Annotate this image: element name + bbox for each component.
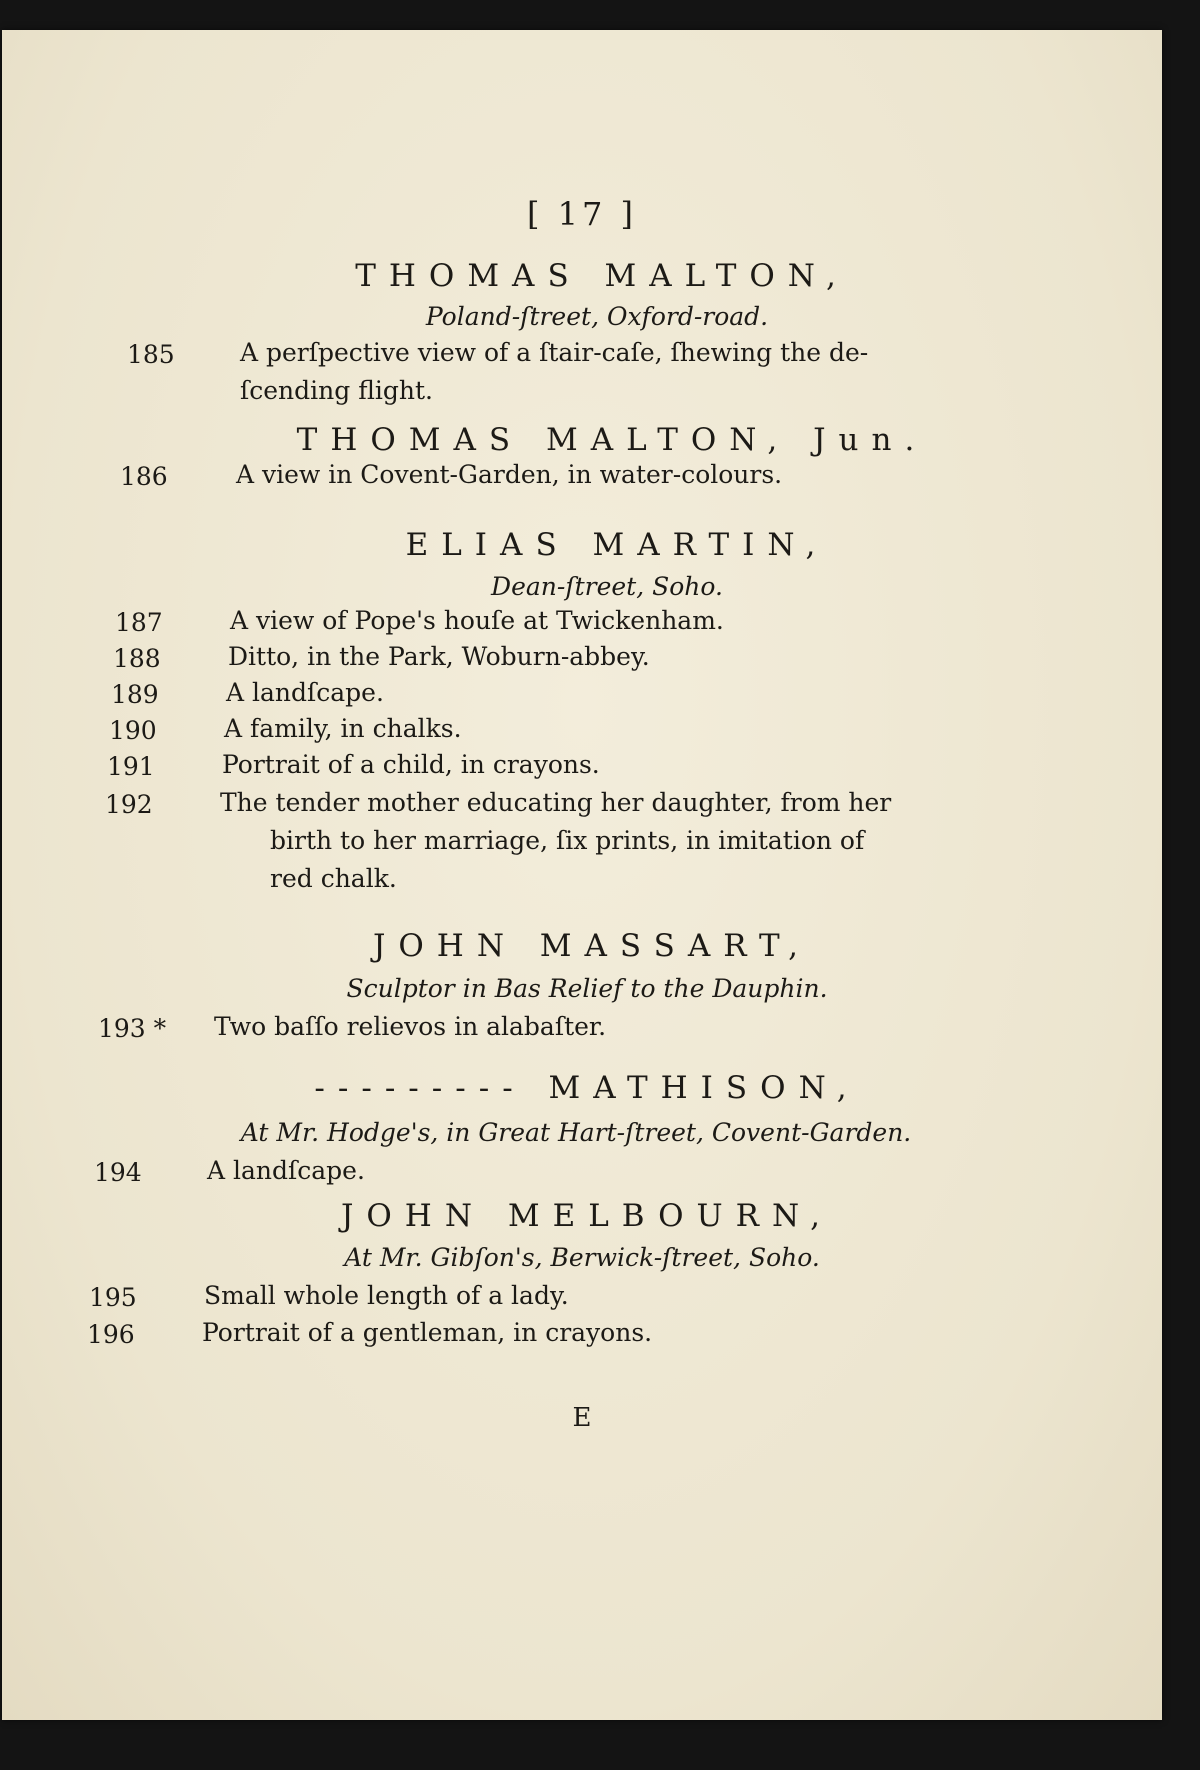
entry-line: Ditto, in the Park, Woburn-abbey. <box>228 642 650 671</box>
entry-line: Portrait of a gentleman, in crayons. <box>202 1318 653 1347</box>
book-page <box>2 30 1162 1720</box>
artist-address: Sculptor in Bas Relief to the Dauphin. <box>346 974 828 1003</box>
entry-line: A family, in chalks. <box>224 714 462 743</box>
entry-number: 188 <box>113 644 161 673</box>
page-number: [ 17 ] <box>526 195 638 233</box>
entry-line: Small whole length of a lady. <box>204 1281 569 1310</box>
entry-line: A view in Covent-Garden, in water-colours. <box>236 460 783 489</box>
entry-line: red chalk. <box>270 864 397 893</box>
entry-line: A landſcape. <box>226 678 384 707</box>
entry-line: A view of Pope's houſe at Twickenham. <box>230 606 724 635</box>
entry-line: A perſpective view of a ſtair-caſe, ſhewing the de- <box>240 338 869 367</box>
artist-address: Poland-ſtreet, Oxford-road. <box>425 302 769 331</box>
entry-number: 185 <box>127 340 175 369</box>
entry-line: The tender mother educating her daughter, from her <box>220 788 892 817</box>
artist-address: Dean-ſtreet, Soho. <box>491 572 723 601</box>
entry-line: Two baſſo relievos in alabaſter. <box>214 1012 607 1041</box>
artist-heading: THOMAS MALTON, <box>355 258 849 294</box>
artist-heading: --------- MATHISON, <box>314 1070 860 1106</box>
entry-number: 190 <box>109 716 157 745</box>
artist-address: At Mr. Gibſon's, Berwick-ſtreet, Soho. <box>344 1243 820 1272</box>
entry-number: 189 <box>111 680 159 709</box>
entry-line: Portrait of a child, in crayons. <box>222 750 600 779</box>
entry-number: 196 <box>87 1320 135 1349</box>
entry-number: 193 * <box>98 1014 167 1043</box>
artist-address: At Mr. Hodge's, in Great Hart-ſtreet, Covent-Garden. <box>240 1118 912 1147</box>
entry-number: 191 <box>107 752 155 781</box>
artist-heading: ELIAS MARTIN, <box>405 527 829 563</box>
entry-line: A landſcape. <box>207 1156 365 1185</box>
entry-number: 186 <box>120 462 168 491</box>
artist-heading: JOHN MASSART, <box>372 928 812 964</box>
entry-number: 194 <box>94 1158 142 1187</box>
entry-line: ſcending flight. <box>240 376 433 405</box>
entry-number: 195 <box>89 1283 137 1312</box>
entry-number: 187 <box>115 608 163 637</box>
entry-line: birth to her marriage, ſix prints, in imitation of <box>270 826 865 855</box>
artist-heading: THOMAS MALTON, Jun. <box>296 422 928 458</box>
signature-mark: E <box>572 1403 592 1433</box>
entry-number: 192 <box>105 790 153 819</box>
artist-heading: JOHN MELBOURN, <box>340 1198 834 1234</box>
